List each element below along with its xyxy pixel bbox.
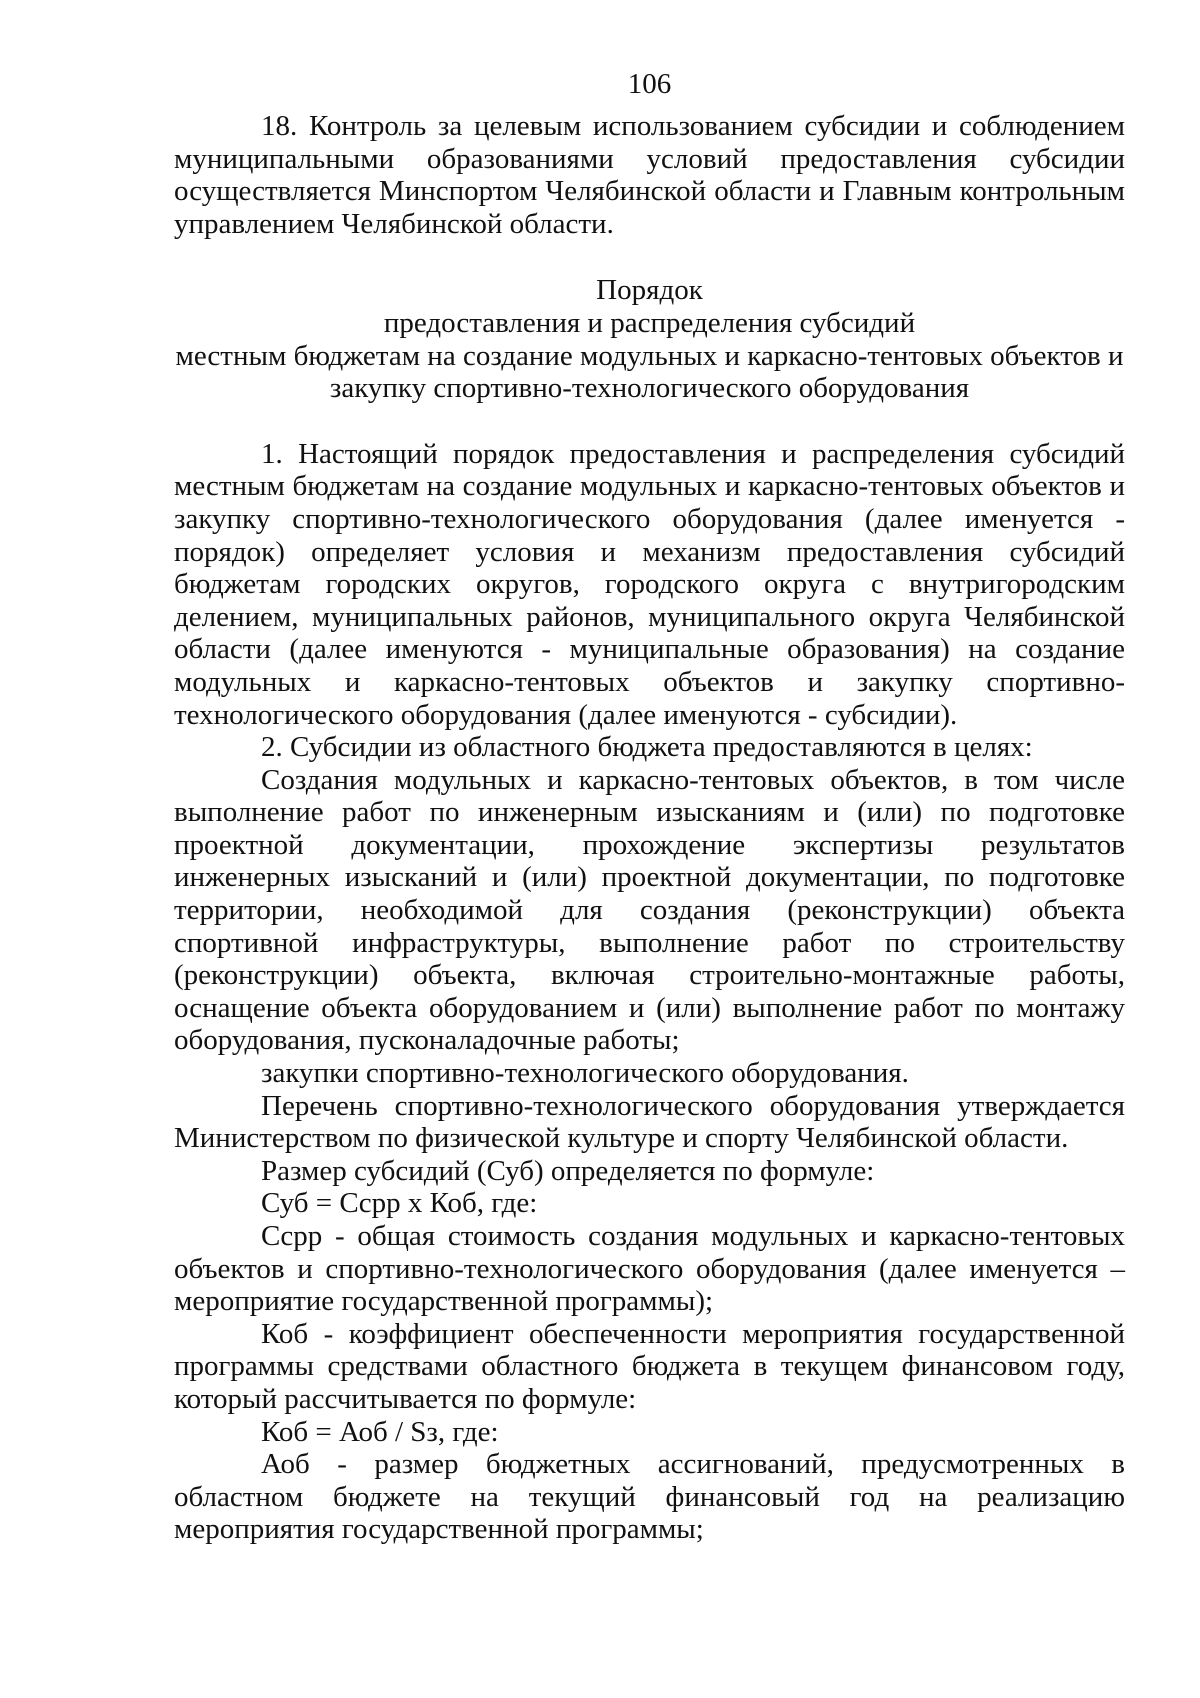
paragraph-3: Создания модульных и каркасно-тентовых объектов, в том числе выполнение работ по инженерным изысканиям и (или) по подготовке проектной документации, прохождение экспертизы результатов инженерных изысканий и (или) проектной документации, по подготовке территории, необходимой для создания (реконструкции) объекта спортивной инфраструктуры, выполнение работ по строительству (реконструкции) объекта, включая строительно-монтажные работы, оснащение объекта оборудованием и (или) выполнение работ по монтажу оборудования, пусконаладочные работы; [174,763,1125,1057]
formula-kob: Коб = Аоб / Sз, где: [261,1415,499,1448]
paragraph-6: Размер субсидий (Суб) определяется по формуле: [261,1154,875,1187]
paragraph-ssrr: Сcрр - общая стоимость создания модульных и каркасно-тентовых объектов и спортивно-технологического оборудования (далее именуется – мероприятие государственной программы); [174,1220,1125,1318]
paragraph-1: 1. Настоящий порядок предоставления и распределения субсидий местным бюджетам на создание модульных и каркасно-тентовых объектов и закупку спортивно-технологического оборудования (далее именуется - порядок) определяет условия и механизм предоставления субсидий бюджетам городских округов, городского округа с внутригородским делением, муниципальных районов, муниципального округа Челябинской области (далее именуются - муниципальные образования) на создание модульных и каркасно-тентовых объектов и закупку спортивно-технологического оборудования (далее именуются - субсидии). [174,437,1125,731]
title-line-1: Порядок [596,274,703,307]
formula-sub: Суб = Сcрр x Коб, где: [261,1187,538,1220]
page-number: 106 [627,68,672,100]
paragraph-kob: Коб - коэффициент обеспеченности мероприятия государственной программы средствами областного бюджета в текущем финансовом году, который рассчитывается по формуле: [174,1317,1125,1415]
title-line-3: местным бюджетам на создание модульных и каркасно-тентовых объектов и [175,339,1124,372]
title-line-4: закупку спортивно-технологического оборудования [329,372,970,405]
paragraph-aob: Аоб - размер бюджетных ассигнований, предусмотренных в областном бюджете на текущий финансовый год на реализацию мероприятия государственной программы; [174,1448,1125,1546]
section-title [174,274,1125,404]
paragraph-5: Перечень спортивно-технологического оборудования утверждается Министерством по физической культуре и спорту Челябинской области. [174,1089,1125,1155]
paragraph-2: 2. Субсидии из областного бюджета предоставляются в целях: [261,731,1033,764]
paragraph-18: 18. Контроль за целевым использованием субсидии и соблюдением муниципальными образованиями условий предоставления субсидии осуществляется Минспортом Челябинской области и Главным контрольным управлением Челябинской области. [174,110,1125,240]
paragraph-4: закупки спортивно-технологического оборудования. [261,1057,909,1090]
title-line-2: предоставления и распределения субсидий [383,306,916,339]
page-content [174,68,1125,1546]
